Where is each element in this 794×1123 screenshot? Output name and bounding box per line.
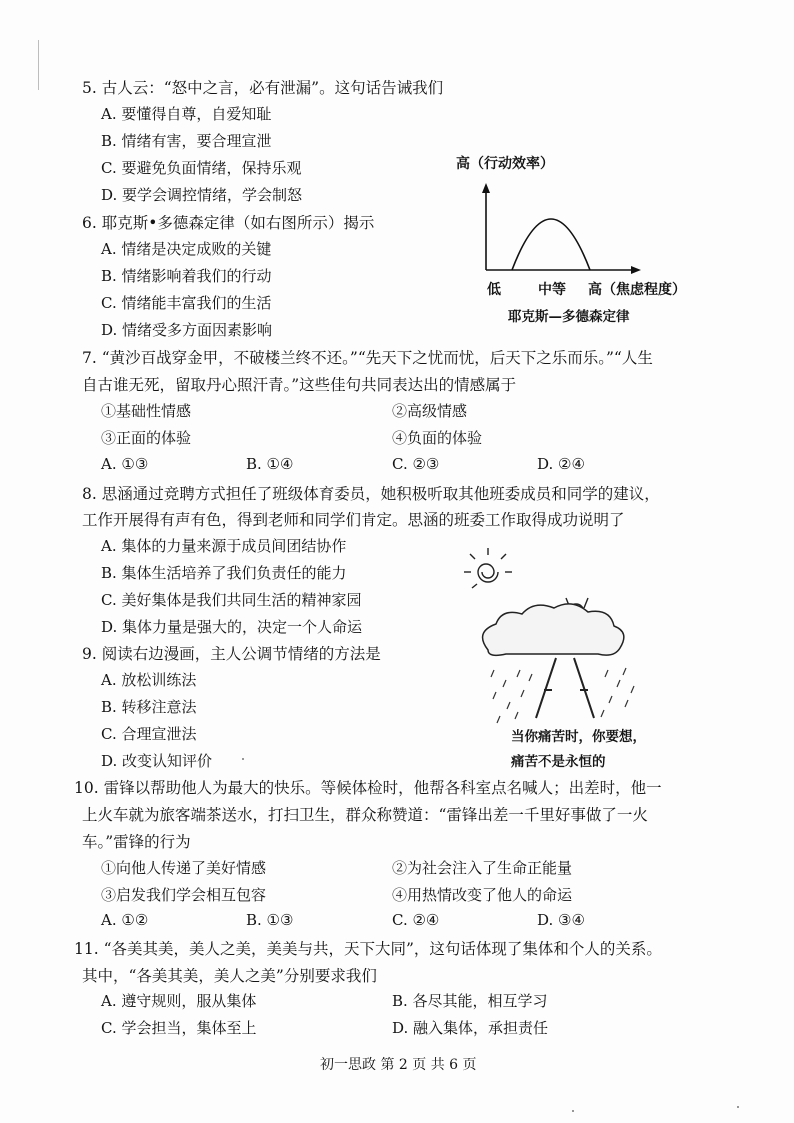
rain <box>491 668 634 723</box>
question-10-item-3: ③启发我们学会相互包容 <box>101 886 267 904</box>
question-6-option-b: B. 情绪影响着我们的行动 <box>101 267 272 285</box>
y-axis-arrow <box>482 183 490 193</box>
question-10-choice-c: C. ②④ <box>392 911 440 929</box>
question-7-stem-line2: 自古谁无死，留取丹心照汗青。”这些佳句共同表达出的情感属于 <box>82 376 517 394</box>
question-7-choice-a: A. ①③ <box>101 455 149 473</box>
question-6-stem: 6. 耶克斯•多德森定律（如右图所示）揭示 <box>82 214 375 232</box>
question-11-choice-a: A. 遵守规则，服从集体 <box>101 992 257 1010</box>
question-10-item-1: ①向他人传递了美好情感 <box>101 859 267 877</box>
question-6-option-d: D. 情绪受多方面因素影响 <box>101 321 273 339</box>
question-10-stem-line1: 10. 雷锋以帮助他人为最大的快乐。等候体检时，他帮各科室点名喊人；出差时，他一 <box>74 779 662 797</box>
yerkes-y-axis-label: 高（行动效率） <box>456 156 554 172</box>
yerkes-x-high-label: 高（焦虑程度） <box>588 282 686 298</box>
question-5-option-d: D. 要学会调控情绪，学会制怒 <box>101 186 303 204</box>
question-7-item-3: ③正面的体验 <box>101 429 192 447</box>
question-7-choice-b: B. ①④ <box>246 455 294 473</box>
scan-speck <box>737 1106 739 1108</box>
sun-icon <box>464 548 512 588</box>
yerkes-x-mid-label: 中等 <box>538 282 566 298</box>
question-7-item-2: ②高级情感 <box>392 402 468 420</box>
cartoon-illustration <box>448 540 648 725</box>
question-10-choice-b: B. ①③ <box>246 911 294 929</box>
page-footer: 初一思政 第 2 页 共 6 页 <box>320 1057 477 1073</box>
question-10-choice-a: A. ①② <box>101 911 149 929</box>
question-11-choice-d: D. 融入集体，承担责任 <box>392 1019 549 1037</box>
question-8-option-c: C. 美好集体是我们共同生活的精神家园 <box>101 591 362 609</box>
question-9-option-d: D. 改变认知评价 <box>101 752 213 770</box>
question-10-stem-line3: 车。”雷锋的行为 <box>82 833 191 851</box>
cartoon-caption-line1: 当你痛苦时，你要想， <box>511 729 646 745</box>
scan-speck <box>242 758 244 760</box>
question-5-option-a: A. 要懂得自尊，自爱知耻 <box>101 105 272 123</box>
question-7-item-1: ①基础性情感 <box>101 402 192 420</box>
question-10-stem-line2: 上火车就为旅客端茶送水，打扫卫生，群众称赞道：“雷锋出差一千里好事做了一火 <box>82 806 648 824</box>
question-5-stem: 5. 古人云：“怒中之言，必有泄漏”。这句话告诫我们 <box>82 79 444 97</box>
question-8-option-a: A. 集体的力量来源于成员间团结协作 <box>101 537 347 555</box>
cartoon-caption-line2: 痛苦不是永恒的 <box>511 754 606 770</box>
question-7-choice-d: D. ②④ <box>537 455 585 473</box>
question-11-stem-line2: 其中，“各美其美，美人之美”分别要求我们 <box>82 967 377 985</box>
question-11-choice-c: C. 学会担当，集体至上 <box>101 1019 257 1037</box>
yerkes-caption: 耶克斯—多德森定律 <box>508 309 630 325</box>
question-5-option-b: B. 情绪有害，要合理宣泄 <box>101 132 272 150</box>
question-10-item-2: ②为社会注入了生命正能量 <box>392 859 573 877</box>
question-6-option-a: A. 情绪是决定成败的关键 <box>101 240 272 258</box>
question-6-option-c: C. 情绪能丰富我们的生活 <box>101 294 272 312</box>
question-7-choice-c: C. ②③ <box>392 455 440 473</box>
question-10-choice-d: D. ③④ <box>537 911 585 929</box>
cloud-shape <box>483 604 624 656</box>
scan-speck <box>572 1110 574 1112</box>
question-8-stem-line1: 8. 思涵通过竞聘方式担任了班级体育委员，她积极听取其他班委成员和同学的建议， <box>82 485 660 503</box>
question-8-stem-line2: 工作开展得有声有色，得到老师和同学们肯定。思涵的班委工作取得成功说明了 <box>82 511 625 529</box>
efficiency-curve <box>512 219 590 270</box>
binding-margin-mark <box>38 40 39 90</box>
question-8-option-d: D. 集体力量是强大的，决定一个人命运 <box>101 618 363 636</box>
question-9-option-a: A. 放松训练法 <box>101 671 197 689</box>
stilts <box>536 658 594 718</box>
question-9-stem: 9. 阅读右边漫画，主人公调节情绪的方法是 <box>82 645 381 663</box>
question-11-stem-line1: 11. “各美其美，美人之美，美美与共，天下大同”，这句话体现了集体和个人的关系。 <box>74 940 662 958</box>
question-11-choice-b: B. 各尽其能，相互学习 <box>392 992 548 1010</box>
question-7-item-4: ④负面的体验 <box>392 429 483 447</box>
question-10-item-4: ④用热情改变了他人的命运 <box>392 886 573 904</box>
yerkes-x-low-label: 低 <box>487 282 501 298</box>
question-5-option-c: C. 要避免负面情绪，保持乐观 <box>101 159 302 177</box>
question-9-option-b: B. 转移注意法 <box>101 698 197 716</box>
question-7-stem-line1: 7. “黄沙百战穿金甲，不破楼兰终不还。”“先天下之忧而忧，后天下之乐而乐。”“人生 <box>82 349 653 367</box>
yerkes-dodson-curve-figure <box>476 180 646 280</box>
question-9-option-c: C. 合理宣泄法 <box>101 725 197 743</box>
question-8-option-b: B. 集体生活培养了我们负责任的能力 <box>101 564 347 582</box>
x-axis-arrow <box>631 266 641 274</box>
